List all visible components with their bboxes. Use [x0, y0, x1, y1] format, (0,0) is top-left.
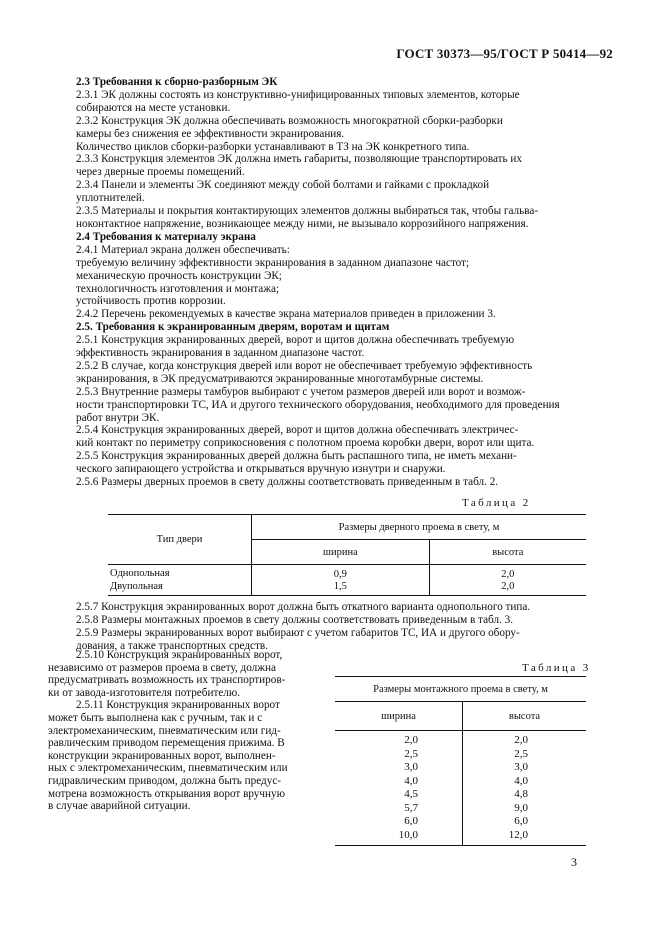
body-text-line: камеры без снижения ее эффективности экранирования. — [76, 127, 345, 140]
left-column-text-line: независимо от размеров проема в свету, должна — [48, 661, 276, 674]
table-3-height-header: высота — [508, 710, 541, 722]
table-3-width: 6,0 — [335, 815, 463, 829]
body-text-line: Количество циклов сборки-разборки устанавливают в ТЗ на ЭК конкретного типа. — [76, 140, 470, 153]
body-text-line: работ внутри ЭК. — [76, 411, 160, 424]
table-2-group-header: Размеры дверного проема в свету, м — [252, 515, 587, 540]
left-column-text-line: электромеханическим, пневматическим или гид- — [48, 724, 281, 737]
left-column-text-line: 2.5.11 Конструкция экранированных ворот — [76, 699, 280, 712]
body-text-line: механическую прочность конструкции ЭК; — [76, 269, 282, 282]
table-2-height: 2,0 — [501, 568, 515, 580]
table-3-width: 4,0 — [335, 775, 463, 789]
body-text-section-2-5-10-2-5-11 — [48, 649, 318, 813]
table-row — [335, 761, 586, 775]
body-text-line: 2.5.2 В случае, когда конструкция дверей или ворот не обеспечивает требуемую эффективность — [76, 359, 533, 372]
left-column-text-line: мотрена возможность открывания ворот вручную — [48, 787, 285, 800]
body-text-line: 2.5.6 Размеры дверных проемов в свету должны соответствовать приведенным в табл. 2. — [76, 476, 499, 489]
body-text-section-2-5-7-to-2-5-9 — [76, 601, 586, 653]
left-column-text-line: гидравлическим приводом, должна быть предус- — [48, 774, 282, 787]
table-3-height: 6,0 — [514, 815, 528, 827]
table-3-height: 12,0 — [463, 829, 587, 846]
table-row — [335, 802, 586, 816]
table-3-caption: Таблица 3 — [522, 662, 591, 674]
table-2-height: 2,0 — [429, 580, 586, 596]
body-text-line: технологичность изготовления и монтажа; — [76, 282, 280, 295]
body-text-line: 2.3.4 Панели и элементы ЭК соединяют между собой болтами и гайками с прокладкой — [76, 179, 490, 192]
table-2-col-type-header: Тип двери — [108, 515, 252, 565]
body-text-line: устойчивость против коррозии. — [76, 295, 226, 308]
body-text-line: 2.3.2 Конструкция ЭК должна обеспечивать возможность многократной сборки-разборки — [76, 114, 503, 127]
table-3-height: 4,0 — [514, 774, 528, 787]
table-2-caption: Таблица 2 — [462, 497, 531, 509]
body-text-line: 2.3 Требования к сборно-разборным ЭК — [76, 76, 278, 88]
table-row — [335, 829, 586, 846]
table-3-width: 2,0 — [335, 731, 463, 748]
body-text-line: дования, а также транспортных средств. — [76, 639, 268, 652]
body-text-line: 2.4.1 Материал экрана должен обеспечивать: — [76, 243, 290, 256]
body-text-line: требуемую величину эффективности экранирования в заданном диапазоне частот; — [76, 256, 470, 269]
table-row — [108, 580, 586, 596]
document-header: ГОСТ 30373—95/ГОСТ Р 50414—92 — [396, 46, 613, 61]
table-3-height: 4,8 — [514, 788, 528, 800]
body-text-line: ческого запирающего устройства и открываться вручную изнутри и снаружи. — [76, 463, 446, 476]
body-text-line: 2.4 Требования к материалу экрана — [76, 230, 256, 243]
left-column-text-line: равлическим приводом перемещения прижима. В — [48, 737, 285, 750]
body-text-line: 2.5.8 Размеры монтажных проемов в свету должны соответствовать приведенным в табл. 3. — [76, 613, 514, 626]
table-row — [335, 731, 586, 748]
table-3-width-header: ширина — [335, 702, 463, 731]
table-3-width: 2,5 — [335, 748, 463, 762]
body-text-line: 2.5.3 Внутренние размеры тамбуров выбирают с учетом размеров дверей или ворот и возмож- — [76, 385, 526, 398]
table-3 — [335, 676, 586, 846]
table-3-width: 10,0 — [335, 829, 463, 846]
table-2-door-type: Двупольная — [108, 580, 252, 596]
table-3-width: 3,0 — [335, 761, 463, 775]
table-3-width: 5,7 — [335, 802, 463, 816]
table-2-door-type: Однопольная — [108, 565, 252, 581]
body-text-line: 2.4.2 Перечень рекомендуемых в качестве экрана материалов приведен в приложении 3. — [76, 308, 496, 321]
body-text-line: уплотнителей. — [76, 192, 145, 205]
table-3-height: 2,0 — [514, 734, 528, 746]
body-text-line: ности транспортировки ТС, ИА и другого технического оборудования, необходимого для проведения — [76, 398, 560, 411]
body-text-line: 2.3.5 Материалы и покрытия контактирующих элементов должны выбираться так, чтобы гальва- — [76, 205, 539, 218]
table-row — [108, 565, 586, 581]
page-number: 3 — [571, 855, 577, 869]
table-3-group-header: Размеры монтажного проема в свету, м — [373, 683, 548, 695]
body-text-section-2-3-to-2-5-6 — [76, 76, 586, 489]
table-3-height: 2,5 — [514, 747, 528, 760]
table-2 — [108, 514, 586, 596]
table-row — [335, 815, 586, 829]
table-2-width: 0,9 — [252, 565, 430, 581]
table-2-width-header: ширина — [252, 540, 430, 565]
body-text-line: ноконтактное напряжение, возникающее между ними, не вызывало коррозийного напряжения. — [76, 217, 529, 230]
body-text-line: экранирования, в ЭК предусматриваются экранированные многотамбурные системы. — [76, 372, 484, 385]
left-column-text-line: ки от завода-изготовителя потребителю. — [48, 686, 241, 699]
left-column-text-line: предусматривать возможность их транспортиров- — [48, 674, 286, 687]
table-3-height: 3,0 — [514, 761, 528, 773]
table-row — [335, 775, 586, 789]
left-column-text-line: конструкции экранированных ворот, выполнен- — [48, 749, 276, 762]
left-column-text-line: может быть выполнена как с ручным, так и с — [48, 711, 263, 724]
body-text-line: 2.5.5 Конструкция экранированных дверей должна быть распашного типа, не иметь механи- — [76, 450, 517, 463]
body-text-line: через дверные проемы помещений. — [76, 166, 245, 179]
body-text-line: 2.3.1 ЭК должны состоять из конструктивно-унифицированных типовых элементов, которые — [76, 88, 520, 101]
body-text-line: 2.5.1 Конструкция экранированных дверей, ворот и щитов должна обеспечивать требуемую — [76, 334, 515, 347]
left-column-text-line: 2.5.10 Конструкция экранированных ворот, — [76, 649, 283, 661]
body-text-line: эффективность экранирования в заданном диапазоне частот. — [76, 347, 365, 360]
body-text-line: 2.5.9 Размеры экранированных ворот выбирают с учетом габаритов ТС, ИА и другого обору- — [76, 626, 520, 639]
table-row — [335, 748, 586, 762]
table-2-height-header: высота — [492, 546, 524, 558]
table-row — [335, 788, 586, 802]
body-text-line: собираются на месте установки. — [76, 101, 231, 114]
left-column-text-line: в случае аварийной ситуации. — [48, 800, 191, 813]
body-text-line: 2.5.4 Конструкция экранированных дверей, ворот и щитов должна обеспечивать электричес- — [76, 424, 519, 437]
body-text-line: 2.3.3 Конструкция элементов ЭК должна иметь габариты, позволяющие транспортировать их — [76, 153, 523, 166]
table-3-width: 4,5 — [335, 788, 463, 802]
body-text-line: 2.5. Требования к экранированным дверям, воротам и щитам — [76, 321, 390, 334]
body-text-line: 2.5.7 Конструкция экранированных ворот должна быть откатного варианта однопольного типа. — [76, 601, 531, 613]
table-3-height: 9,0 — [514, 801, 528, 814]
table-2-width: 1,5 — [252, 580, 430, 596]
left-column-text-line: ных с электромеханическим, пневматическим или — [48, 762, 288, 775]
body-text-line: кий контакт по периметру соприкосновения с полотном проема коробки двери, ворот или щита. — [76, 437, 535, 450]
